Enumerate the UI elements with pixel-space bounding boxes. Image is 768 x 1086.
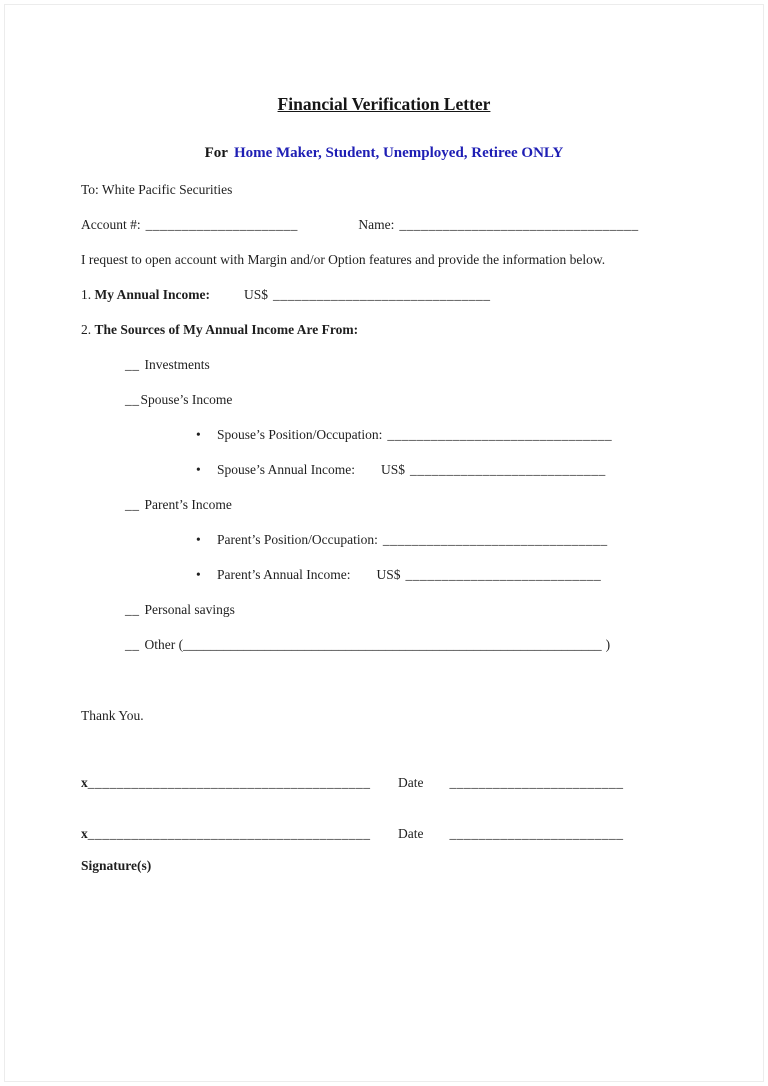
date-label-1: Date (398, 775, 424, 790)
bullet-icon: • (196, 427, 201, 442)
spouse-position-fill-line[interactable]: _______________________________ (387, 427, 613, 442)
signature-fill-line-1[interactable]: _______________________________________ (87, 775, 371, 790)
q1-currency: US$ (244, 287, 269, 302)
account-name-row (81, 216, 687, 233)
source-row-spouse-income (125, 391, 687, 408)
bullet-icon: • (196, 567, 201, 582)
q2-number: 2. (81, 322, 92, 337)
closing-line: Thank You. (81, 708, 144, 723)
parent-income-label: Parent’s Income (144, 497, 232, 512)
spouse-annual-income-row (196, 461, 687, 478)
parent-income-currency: US$ (376, 567, 401, 582)
parent-annual-income-row (196, 566, 687, 583)
name-label: Name: (358, 217, 395, 232)
spouse-income-label: Spouse’s Income (140, 392, 233, 407)
investments-label: Investments (144, 357, 210, 372)
parent-position-row (196, 531, 687, 548)
spouse-position-row (196, 426, 687, 443)
parent-income-fill-line[interactable]: ___________________________ (405, 567, 602, 582)
date-fill-line-2[interactable]: ________________________ (449, 826, 624, 841)
spouse-annual-income-label: Spouse’s Annual Income: (217, 462, 355, 477)
name-segment (358, 217, 638, 232)
checkbox-parent-income[interactable]: __ (125, 497, 140, 512)
subtitle-highlight: Home Maker, Student, Unemployed, Retiree ONLY (233, 145, 564, 161)
personal-savings-label: Personal savings (144, 602, 235, 617)
parent-position-label: Parent’s Position/Occupation: (217, 532, 378, 547)
spouse-position-label: Spouse’s Position/Occupation: (217, 427, 383, 442)
account-segment (81, 216, 355, 233)
checkbox-spouse-income[interactable]: __ (125, 392, 140, 407)
source-row-other (125, 636, 687, 653)
parent-annual-income-label: Parent’s Annual Income: (217, 567, 351, 582)
other-close-paren: ) (605, 637, 611, 652)
other-label: Other ( (144, 637, 184, 652)
bullet-icon: • (196, 532, 201, 547)
intro-line: I request to open account with Margin and/or Option features and provide the information below. (81, 252, 606, 267)
page-title: Financial Verification Letter (277, 94, 491, 114)
annual-income-row (81, 286, 687, 303)
date-fill-line-1[interactable]: ________________________ (449, 775, 624, 790)
q2-label: The Sources of My Annual Income Are From: (94, 322, 359, 337)
checkbox-other[interactable]: __ (125, 637, 140, 652)
sources-heading-row (81, 321, 687, 338)
checkbox-personal-savings[interactable]: __ (125, 602, 140, 617)
source-row-personal-savings (125, 601, 687, 618)
signature-row-2 (81, 826, 687, 842)
signature-caption: Signature(s) (81, 858, 152, 873)
subtitle-prefix: For (204, 145, 228, 161)
signature-segment-2 (81, 826, 398, 842)
bullet-icon: • (196, 462, 201, 477)
q1-number: 1. (81, 287, 92, 302)
recipient-line: To: White Pacific Securities (81, 182, 233, 197)
signature-row-1 (81, 775, 687, 791)
spouse-income-currency: US$ (381, 462, 406, 477)
parent-position-fill-line[interactable]: _______________________________ (382, 532, 608, 547)
account-fill-line[interactable]: _____________________ (145, 217, 298, 232)
signature-fill-line-2[interactable]: _______________________________________ (87, 826, 371, 841)
other-fill-line[interactable]: ______________________________________________________________ (183, 637, 602, 652)
subtitle (81, 143, 687, 163)
signature-segment-1 (81, 775, 398, 791)
checkbox-investments[interactable]: __ (125, 357, 140, 372)
account-label: Account #: (81, 217, 141, 232)
source-row-parent-income (125, 496, 687, 513)
signature-x-mark-1: x (81, 775, 88, 790)
name-fill-line[interactable]: _________________________________ (399, 217, 639, 232)
spouse-income-fill-line[interactable]: ___________________________ (410, 462, 606, 477)
annual-income-fill-line[interactable]: ______________________________ (273, 287, 491, 302)
q1-label: My Annual Income: (94, 287, 211, 302)
date-label-2: Date (398, 826, 424, 841)
signature-x-mark-2: x (81, 826, 88, 841)
source-row-investments (125, 356, 687, 373)
